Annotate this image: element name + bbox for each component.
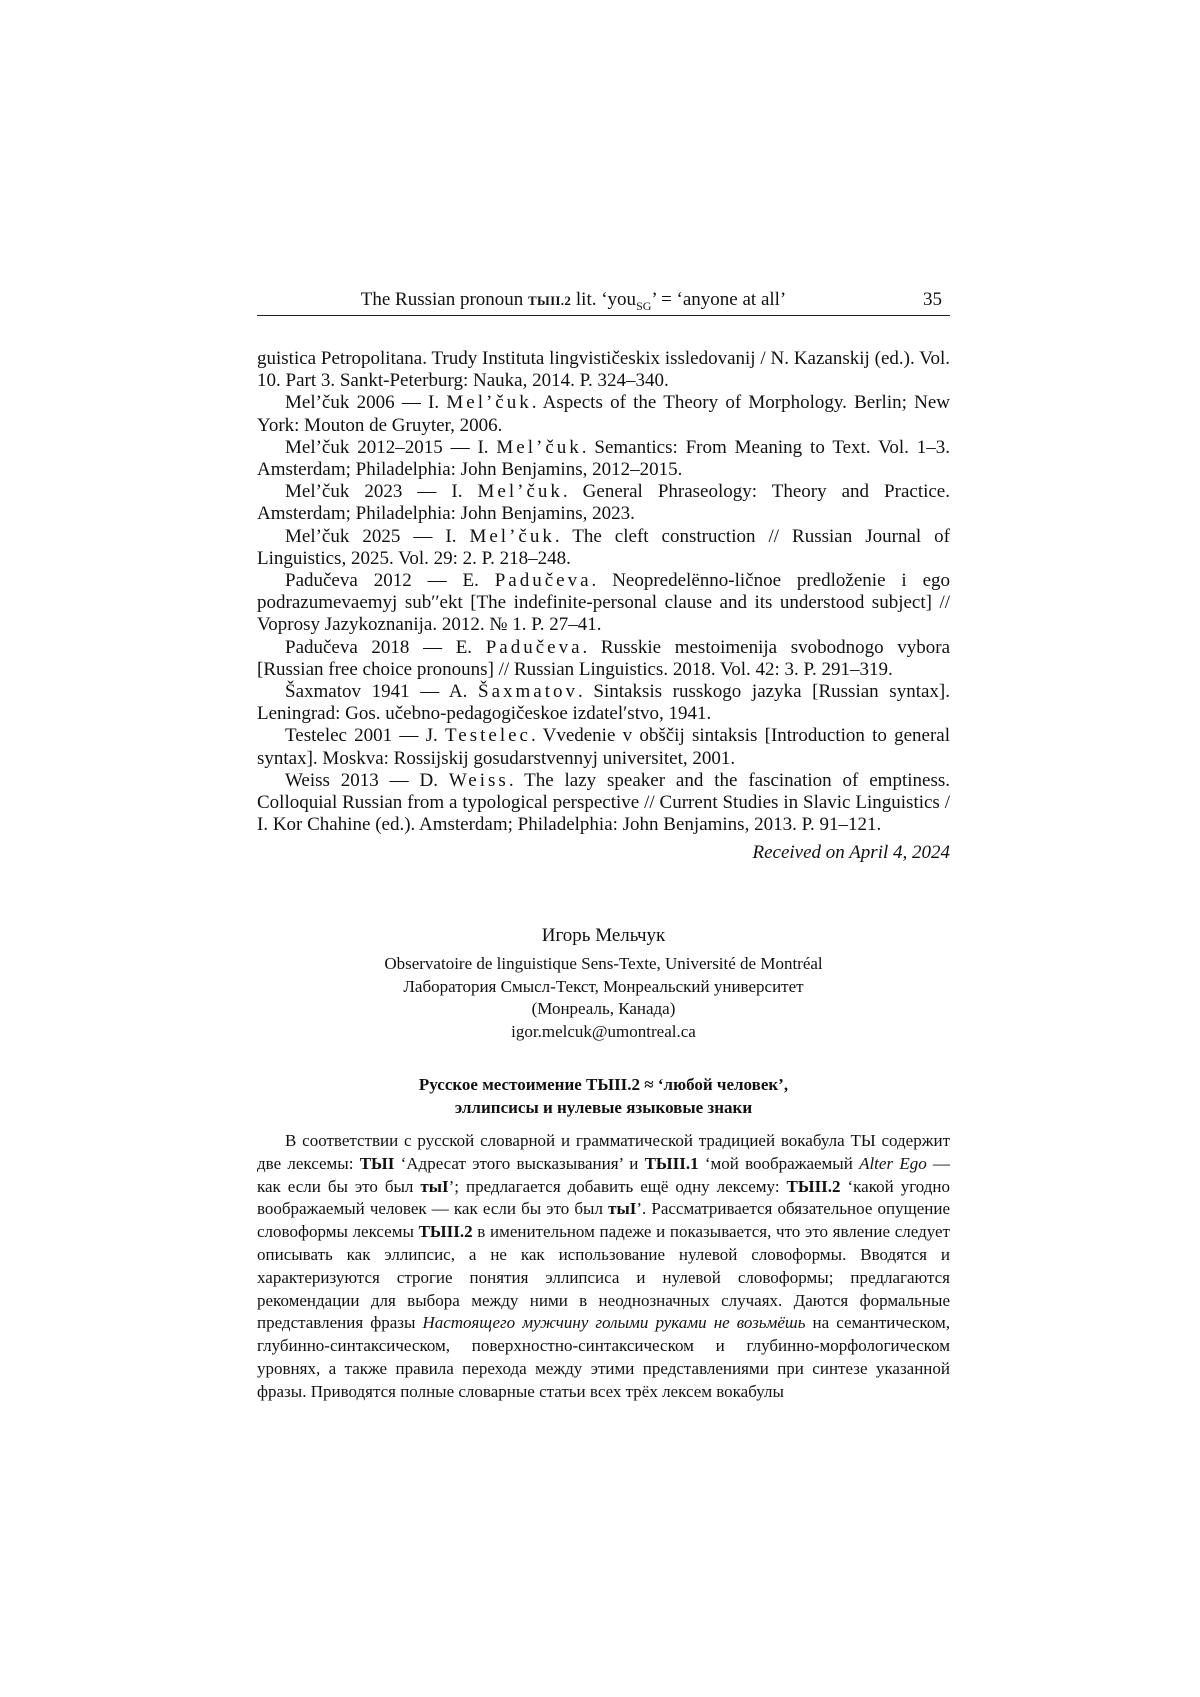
- article-title: [257, 1074, 950, 1119]
- reference-entry: Padučeva 2018 — E. Padučeva. Russkie mestoimenija svobodnogo vybora [Russian free choice pronouns] // Russian Linguistics. 2018. Vol. 42: 3. P. 291–319.: [257, 636, 950, 680]
- reference-entry: Mel’čuk 2012–2015 — I. Mel’čuk. Semantics: From Meaning to Text. Vol. 1–3. Amsterdam; Philadelphia: John Benjamins, 2012–2015.: [257, 436, 950, 481]
- title-line: эллипсисы и нулевые языковые знаки: [454, 1097, 753, 1117]
- affiliation-line: Лаборатория Смысл-Текст, Монреальский университет: [403, 976, 804, 996]
- reference-list: [257, 348, 950, 836]
- reference-entry: Padučeva 2012 — E. Padučeva. Neopredelënno-ličnoe predloženie i ego podrazumevaemyj sub′′ekt [The indefinite-personal clause and its understood subject] // Voprosy Jazykoznanija. 2012. № 1. P. 27–41.: [257, 570, 951, 636]
- abstract-paragraph: В соответствии с русской словарной и грамматической традицией вокабула ТЫ содержит две лексемы: ТЫI ‘Адресат этого высказывания’ и ТЫII.1 ‘мой воображаемый Alter Ego — как если бы это был тыI’; предлагается добавить ещё одну лексему: ТЫII.2 ‘какой угодно воображаемый человек — как если бы это был тыI’. Рассматривается обязательное опущение словоформы лексемы ТЫII.2 в именительном падеже и показывается, что это явление следует описывать как эллипсис, а не как использование нулевой словоформы. Вводятся и характеризуются строгие понятия эллипсиса и нулевой словоформы; предлагаются рекомендации для выбора между ними в неоднозначных случаях. Даются формальные представления фразы Настоящего мужчину голыми руками не возьмёшь на семантическом, глубинно-синтаксическом, поверхностно-синтаксическом и глубинно-морфологическом уровнях, а также правила перехода между этими представлениями при синтезе указанной фразы. Приводятся полные словарные статьи всех трёх лексем вокабулы: [257, 1131, 951, 1401]
- running-title: The Russian pronoun ТЫII.2 lit. ‘you$_{SG}$’ = ‘anyone at all’: [360, 289, 787, 313]
- author-name: Игорь Мельчук: [541, 925, 666, 946]
- reference-entry: Mel’čuk 2023 — I. Mel’čuk. General Phraseology: Theory and Practice. Amsterdam; Philadelphia: John Benjamins, 2023.: [257, 481, 950, 525]
- author-affiliation: [257, 953, 950, 1043]
- reference-entry: Šaxmatov 1941 — A. Šaxmatov. Sintaksis russkogo jazyka [Russian syntax]. Leningrad: Gos. učebno-pedagogičeskoe izdatel′stvo, 1941.: [257, 681, 950, 725]
- reference-entry: guistica Petropolitana. Trudy Instituta lingvističeskix issledovanij / N. Kazanskij (ed.). Vol. 10. Part 3. Sankt-Peterburg: Nauka, 2014. P. 324–340.: [257, 348, 950, 392]
- running-header: [257, 289, 950, 316]
- affiliation-location: (Монреаль, Канада): [531, 999, 676, 1018]
- author-email: igor.melcuk@umontreal.ca: [511, 1021, 696, 1041]
- received-date: Received on April 4, 2024: [752, 842, 950, 863]
- reference-entry: Testelec 2001 — J. Testelec. Vvedenie v obščij sintaksis [Introduction to general syntax]. Moskva: Rossijskij gosudarstvennyj universitet, 2001.: [257, 725, 950, 769]
- reference-entry: Mel’čuk 2006 — I. Mel’čuk. Aspects of the Theory of Morphology. Berlin; New York: Mouton de Gruyter, 2006.: [257, 392, 950, 436]
- page-number: 35: [923, 289, 942, 310]
- reference-entry: Mel’čuk 2025 — I. Mel’čuk. The cleft construction // Russian Journal of Linguistics, 2025. Vol. 29: 2. P. 218–248.: [257, 525, 950, 569]
- abstract: [257, 1130, 950, 1404]
- title-line: Русское местоимение ТЫII.2 ≈ ‘любой человек’,: [418, 1075, 789, 1094]
- lexeme-label: ТЫII.2: [528, 293, 572, 308]
- reference-entry: Weiss 2013 — D. Weiss. The lazy speaker and the fascination of emptiness. Colloquial Russian from a typological perspective // Current Studies in Slavic Linguistics / I. Kor Chahine (ed.). Amsterdam; Philadelphia: John Benjamins, 2013. P. 91–121.: [257, 769, 950, 836]
- affiliation-line: Observatoire de linguistique Sens-Texte, Université de Montréal: [384, 954, 823, 973]
